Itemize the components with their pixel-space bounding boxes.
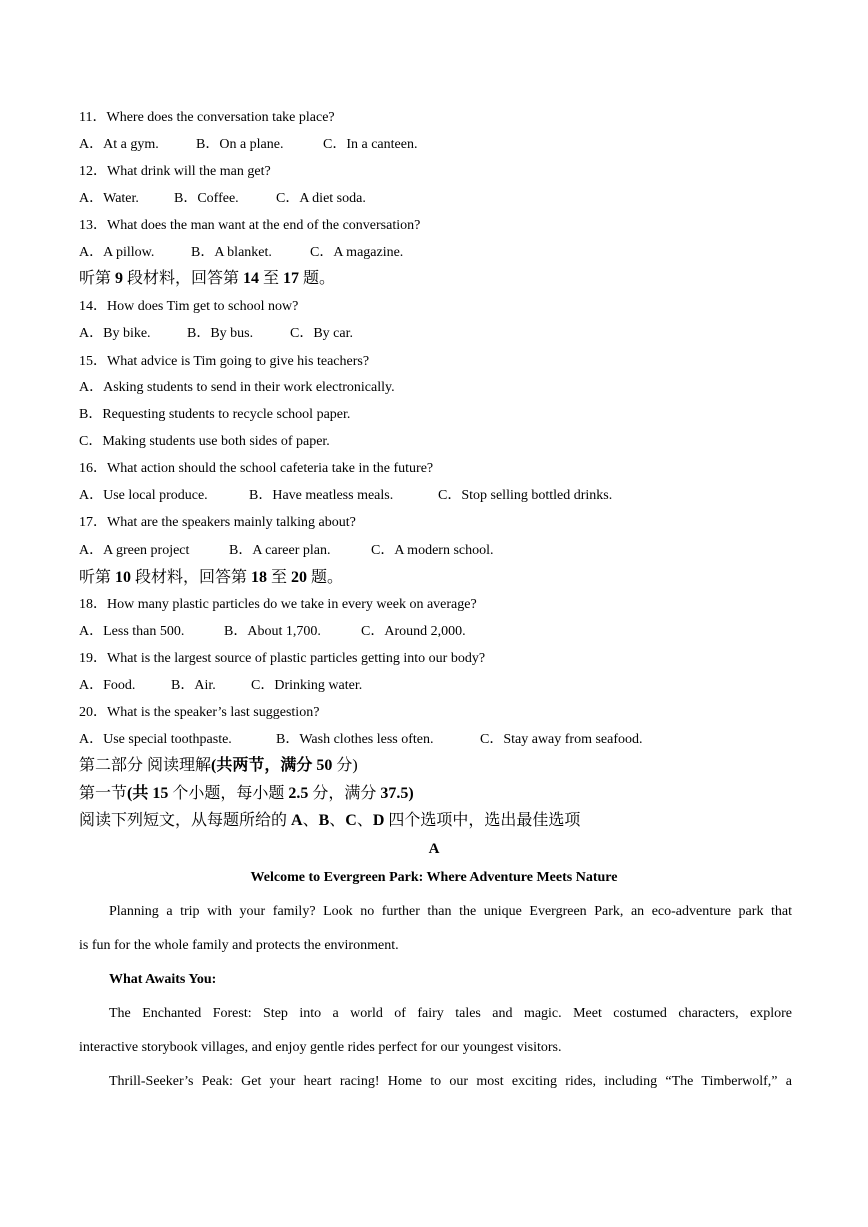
option-b: B．A blanket.: [191, 245, 272, 260]
option-c: C．A modern school.: [371, 543, 494, 558]
option-b: B．Have meatless meals.: [249, 488, 394, 503]
question-12: 12．What drink will the man get?: [79, 164, 271, 179]
option-b: B．On a plane.: [196, 137, 284, 152]
paragraph-2-line-2: interactive storybook villages, and enjoy gentle rides perfect for our youngest visitors.: [79, 1040, 562, 1055]
question-19-options: [79, 676, 362, 696]
option-c: C．By car.: [290, 326, 353, 341]
section-10-heading: 听第 10 段材料，回答第 18 至 20 题。: [79, 569, 344, 586]
question-13: 13．What does the man want at the end of the conversation?: [79, 218, 421, 233]
question-14: 14．How does Tim get to school now?: [79, 299, 299, 314]
question-18: 18．How many plastic particles do we take in every week on average?: [79, 597, 477, 612]
question-11-options: [79, 135, 417, 155]
question-20: 20．What is the speaker’s last suggestion?: [79, 705, 320, 720]
option-c: C．Stop selling bottled drinks.: [438, 488, 613, 503]
option-a: A．Water.: [79, 191, 139, 206]
passage-title: Welcome to Evergreen Park: Where Adventure Meets Nature: [250, 870, 618, 885]
option-a: A．A green project: [79, 543, 190, 558]
option-c: C．Stay away from seafood.: [480, 732, 643, 747]
option-a: A．Use local produce.: [79, 488, 208, 503]
paragraph-1-line-2: is fun for the whole family and protects the environment.: [79, 938, 399, 953]
option-b: B．A career plan.: [229, 543, 331, 558]
question-17: 17．What are the speakers mainly talking about?: [79, 515, 356, 530]
option-b: B．Air.: [171, 678, 216, 693]
option-a: A．By bike.: [79, 326, 151, 341]
question-16: 16．What action should the school cafeteria take in the future?: [79, 461, 434, 476]
option-b: B．About 1,700.: [224, 624, 321, 639]
question-16-options: [79, 486, 612, 506]
paragraph-3-line-1: Thrill-Seeker’s Peak: Get your heart racing! Home to our most exciting rides, including “The Timberwolf,” a: [109, 1074, 792, 1089]
question-15-option-a: A．Asking students to send in their work electronically.: [79, 380, 395, 395]
option-a: A．Less than 500.: [79, 624, 185, 639]
question-14-options: [79, 324, 353, 344]
paragraph-1-line-1: Planning a trip with your family? Look no further than the unique Evergreen Park, an eco-adventure park that: [109, 904, 792, 919]
question-15-option-b: B．Requesting students to recycle school paper.: [79, 407, 351, 422]
question-15: 15．What advice is Tim going to give his teachers?: [79, 354, 370, 369]
part-2-heading: 第二部分 阅读理解(共两节，满分 50 分): [79, 757, 358, 774]
option-b: B．By bus.: [187, 326, 254, 341]
option-a: A．At a gym.: [79, 137, 159, 152]
passage-letter: A: [428, 841, 440, 857]
option-a: A．Use special toothpaste.: [79, 732, 232, 747]
reading-instruction: 阅读下列短文，从每题所给的 A、B、C、D 四个选项中，选出最佳选项: [79, 812, 581, 829]
option-c: C．Drinking water.: [251, 678, 363, 693]
question-17-options: [79, 541, 494, 561]
section-9-heading: 听第 9 段材料，回答第 14 至 17 题。: [79, 270, 336, 287]
question-13-options: [79, 243, 403, 263]
paragraph-2-line-1: The Enchanted Forest: Step into a world of fairy tales and magic. Meet costumed characters, explore: [109, 1006, 792, 1021]
option-c: C．A diet soda.: [276, 191, 366, 206]
option-a: A．Food.: [79, 678, 136, 693]
subheading: What Awaits You:: [109, 972, 217, 987]
question-19: 19．What is the largest source of plastic particles getting into our body?: [79, 651, 486, 666]
option-b: B．Wash clothes less often.: [276, 732, 434, 747]
option-a: A．A pillow.: [79, 245, 155, 260]
part-2-section-1-heading: 第一节(共 15 个小题，每小题 2.5 分，满分 37.5): [79, 785, 414, 802]
question-15-option-c: C．Making students use both sides of paper.: [79, 434, 330, 449]
question-20-options: [79, 730, 643, 750]
option-c: C．Around 2,000.: [361, 624, 466, 639]
question-18-options: [79, 622, 466, 642]
option-b: B．Coffee.: [174, 191, 239, 206]
question-12-options: [79, 189, 366, 209]
option-c: C．A magazine.: [310, 245, 404, 260]
question-11: 11．Where does the conversation take place?: [79, 110, 335, 125]
option-c: C．In a canteen.: [323, 137, 418, 152]
